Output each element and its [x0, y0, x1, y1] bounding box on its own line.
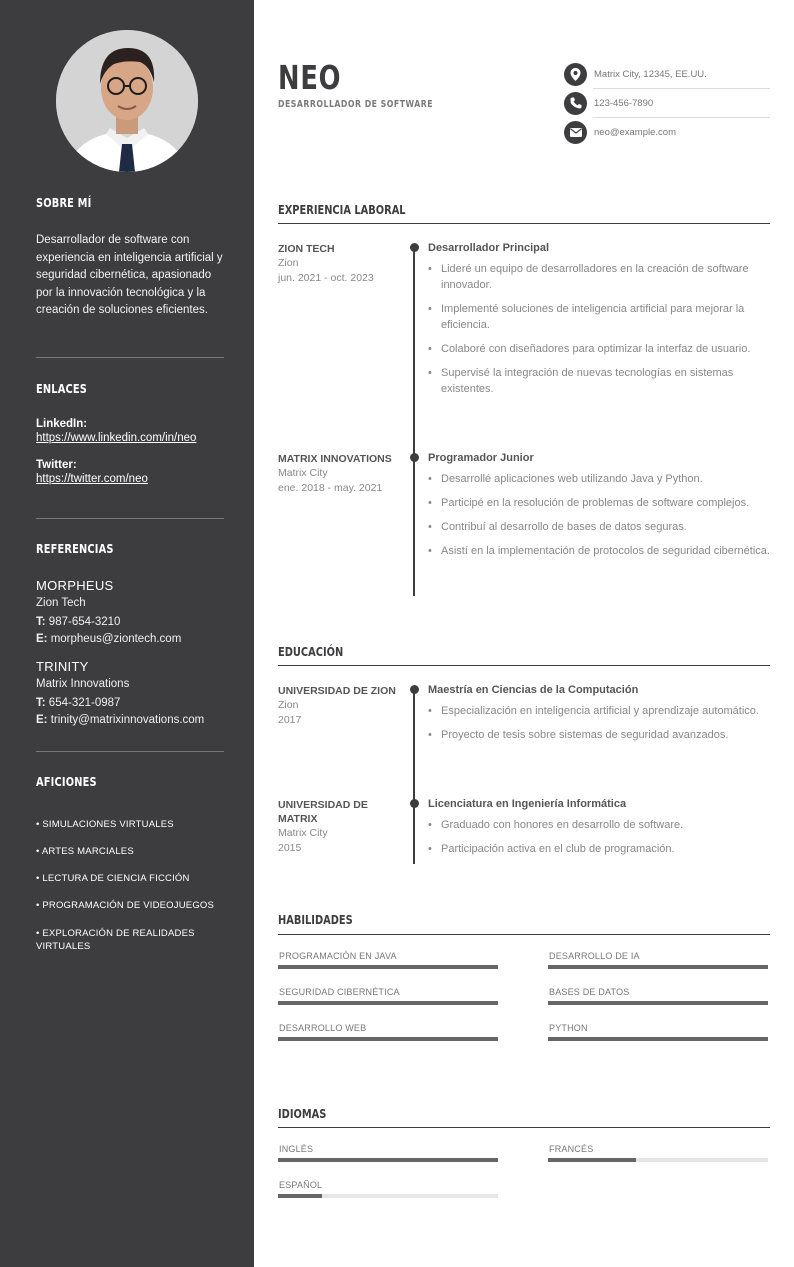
contact-address: Matrix City, 12345, EE.UU. — [594, 68, 707, 80]
about-text: Desarrollador de software con experiencia en inteligencia artificial y seguridad cibernética, apasionado por la innovación tecnológica y la creación de soluciones eficientes. — [36, 234, 223, 316]
degree-title: Maestría en Ciencias de la Computación — [428, 684, 639, 696]
candidate-role: DESARROLLADOR DE SOFTWARE — [278, 99, 434, 110]
language-bar-fill — [548, 1158, 636, 1162]
sidebar — [0, 0, 254, 1267]
graduation-year: 2017 — [278, 714, 302, 726]
skill-bar — [278, 1037, 498, 1041]
employer-name: ZION TECH — [278, 243, 335, 255]
twitter-link[interactable]: https://twitter.com/neo — [36, 473, 148, 485]
education-detail-item: • Graduado con honores en desarrollo de software. — [428, 817, 770, 833]
reference-phone-value: 987-654-3210 — [48, 616, 121, 628]
skill-bar-fill — [278, 1037, 498, 1041]
achievement-item: • Desarrollé aplicaciones web utilizando Java y Python. — [428, 471, 770, 487]
reference-email — [36, 631, 224, 648]
contact-email: neo@example.com — [594, 126, 676, 138]
section-rule — [278, 665, 770, 666]
job-title: Programador Junior — [428, 452, 534, 464]
section-rule — [278, 223, 770, 224]
skill-label: BASES DE DATOS — [549, 987, 630, 997]
experience-entry-meta — [278, 242, 398, 286]
education-title: EDUCACIÓN — [278, 645, 344, 659]
skill-item — [548, 986, 769, 1005]
language-bar-fill — [278, 1158, 498, 1162]
language-item — [548, 1143, 769, 1162]
achievement-list — [428, 261, 770, 397]
language-item — [278, 1143, 499, 1162]
skill-bar — [548, 1001, 768, 1005]
timeline-dot — [410, 685, 419, 694]
experience-entry-details — [428, 451, 770, 567]
employment-dates: ene. 2018 - may. 2021 — [278, 482, 383, 494]
skills-title: HABILIDADES — [278, 913, 353, 927]
hobby-item: • ARTES MARCIALES — [36, 846, 134, 857]
sidebar-divider — [36, 357, 224, 358]
skill-bar-fill — [278, 965, 498, 969]
language-bar — [548, 1158, 768, 1162]
language-item — [278, 1179, 499, 1198]
references-title: REFERENCIAS — [36, 542, 114, 556]
phone-icon — [564, 92, 587, 115]
reference-company: Matrix Innovations — [36, 678, 130, 690]
languages-title: IDIOMAS — [278, 1107, 327, 1121]
hobby-item: • EXPLORACIÓN DE REALIDADES VIRTUALES — [36, 927, 195, 952]
experience-timeline — [413, 246, 415, 596]
avatar — [56, 30, 198, 172]
reference-name: MORPHEUS — [36, 578, 114, 593]
education-entry-details — [428, 797, 770, 865]
reference-item — [36, 578, 224, 648]
skill-item — [278, 1022, 499, 1041]
employer-location: Matrix City — [278, 467, 328, 479]
hobbies-title: AFICIONES — [36, 775, 97, 789]
skill-item — [548, 1022, 769, 1041]
skill-bar — [278, 965, 498, 969]
contact-address-row — [564, 60, 770, 88]
skill-label: PROGRAMACIÓN EN JAVA — [279, 951, 397, 961]
institution-location: Matrix City — [278, 827, 328, 839]
achievement-item: • Asistí en la implementación de protocolos de seguridad cibernética. — [428, 543, 770, 559]
experience-entry-meta — [278, 452, 398, 496]
achievement-item: • Implementé soluciones de inteligencia artificial para mejorar la eficiencia. — [428, 301, 770, 333]
skill-bar — [548, 1037, 768, 1041]
skill-label: SEGURIDAD CIBERNÉTICA — [279, 987, 400, 997]
skill-item — [278, 986, 499, 1005]
education-detail-item: • Proyecto de tesis sobre sistemas de seguridad avanzados. — [428, 727, 770, 743]
reference-email-label: E: — [36, 633, 48, 645]
language-bar — [278, 1158, 498, 1162]
skill-label: DESARROLLO DE IA — [549, 951, 640, 961]
section-rule — [278, 934, 770, 935]
education-detail-list — [428, 817, 770, 857]
experience-entry-details — [428, 241, 770, 405]
language-bar-fill — [278, 1194, 322, 1198]
job-title: Desarrollador Principal — [428, 242, 550, 254]
envelope-icon — [564, 121, 587, 144]
skill-bar — [278, 1001, 498, 1005]
education-entry-meta — [278, 684, 398, 728]
link-item — [36, 418, 224, 444]
education-detail-list — [428, 703, 770, 743]
employment-dates: jun. 2021 - oct. 2023 — [278, 272, 374, 284]
degree-title: Licenciatura en Ingeniería Informática — [428, 798, 627, 810]
reference-phone-value: 654-321-0987 — [48, 697, 121, 709]
candidate-name: NEO — [278, 58, 342, 97]
experience-title: EXPERIENCIA LABORAL — [278, 203, 406, 217]
skill-bar — [548, 965, 768, 969]
link-label: LinkedIn: — [36, 418, 88, 430]
employer-name: MATRIX INNOVATIONS — [278, 453, 392, 465]
link-label: Twitter: — [36, 459, 77, 471]
skill-item — [278, 950, 499, 969]
reference-phone-label: T: — [36, 616, 46, 628]
skill-bar-fill — [548, 1037, 768, 1041]
reference-email — [36, 712, 224, 729]
language-label: ESPAÑOL — [279, 1180, 323, 1190]
links-title: ENLACES — [36, 382, 88, 396]
hobby-item: • SIMULACIONES VIRTUALES — [36, 819, 174, 830]
timeline-dot — [410, 243, 419, 252]
reference-email-label: E: — [36, 714, 48, 726]
contact-email-row — [564, 118, 770, 146]
skill-label: PYTHON — [549, 1023, 588, 1033]
language-label: FRANCÉS — [549, 1144, 594, 1154]
skill-item — [548, 950, 769, 969]
graduation-year: 2015 — [278, 842, 302, 854]
institution-name: UNIVERSIDAD DE MATRIX — [278, 799, 368, 825]
achievement-item: • Contribuí al desarrollo de bases de datos seguras. — [428, 519, 770, 535]
reference-item — [36, 659, 224, 729]
education-detail-item: • Especialización en inteligencia artificial y aprendizaje automático. — [428, 703, 770, 719]
achievement-item: • Lideré un equipo de desarrolladores en la creación de software innovador. — [428, 261, 770, 293]
reference-phone-label: T: — [36, 697, 46, 709]
skill-bar-fill — [278, 1001, 498, 1005]
references-section — [36, 542, 224, 729]
location-pin-icon — [564, 63, 587, 86]
skill-bar-fill — [548, 1001, 768, 1005]
sidebar-divider — [36, 751, 224, 752]
achievement-item: • Participé en la resolución de problemas de software complejos. — [428, 495, 770, 511]
employer-location: Zion — [278, 257, 299, 269]
hobbies-section — [36, 775, 224, 954]
contact-phone-row — [564, 89, 770, 117]
about-title: SOBRE MÍ — [36, 196, 92, 210]
sidebar-divider — [36, 518, 224, 519]
contact-phone: 123-456-7890 — [594, 97, 654, 109]
reference-phone — [36, 614, 224, 631]
skill-label: DESARROLLO WEB — [279, 1023, 367, 1033]
institution-name: UNIVERSIDAD DE ZION — [278, 685, 396, 697]
achievement-item: • Colaboré con diseñadores para optimizar la interfaz de usuario. — [428, 341, 770, 357]
reference-name: TRINITY — [36, 659, 89, 674]
about-section — [36, 196, 224, 320]
education-detail-item: • Participación activa en el club de programación. — [428, 841, 770, 857]
reference-company: Zion Tech — [36, 597, 86, 609]
education-entry-details — [428, 683, 770, 751]
language-bar — [278, 1194, 498, 1198]
section-rule — [278, 1127, 770, 1128]
achievement-item: • Supervisé la integración de nuevas tecnologías en sistemas existentes. — [428, 365, 770, 397]
institution-location: Zion — [278, 699, 299, 711]
achievement-list — [428, 471, 770, 559]
language-label: INGLÉS — [279, 1144, 314, 1154]
reference-phone — [36, 695, 224, 712]
hobby-item: • LECTURA DE CIENCIA FICCIÓN — [36, 873, 190, 884]
education-timeline — [413, 688, 415, 864]
timeline-dot — [410, 453, 419, 462]
linkedin-link[interactable]: https://www.linkedin.com/in/neo — [36, 432, 197, 444]
skill-bar-fill — [548, 965, 768, 969]
link-item — [36, 459, 224, 485]
timeline-dot — [410, 799, 419, 808]
avatar-portrait-image — [56, 30, 198, 172]
hobby-item: • PROGRAMACIÓN DE VIDEOJUEGOS — [36, 900, 215, 911]
links-section — [36, 382, 224, 485]
education-entry-meta — [278, 798, 398, 856]
reference-email-value: trinity@matrixinnovations.com — [50, 714, 205, 726]
reference-email-value: morpheus@ziontech.com — [50, 633, 182, 645]
